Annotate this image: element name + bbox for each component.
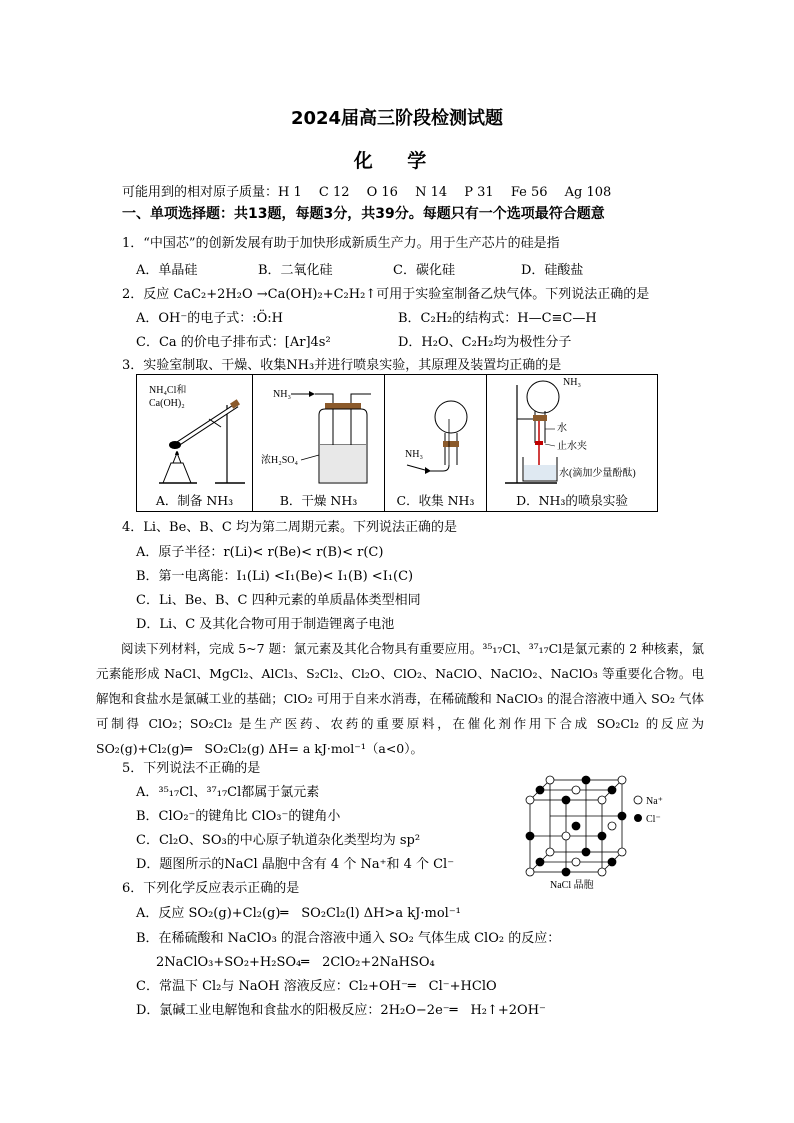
q5-option-c: C．Cl₂O、SO₃的中心原子轨道杂化类型均为 sp²: [136, 833, 421, 848]
label-h2so4: 浓H₂SO₄: [261, 455, 298, 466]
q1-option-a: A．单晶硅: [136, 263, 198, 278]
exam-title: 2024届高三阶段检测试题: [290, 108, 504, 129]
label-caoh2: Ca(OH)₂: [149, 398, 185, 409]
q2-option-d: D．H₂O、C₂H₂均为极性分子: [398, 335, 572, 350]
apparatus-b-drawing: [253, 375, 385, 491]
q6-option-b-equation: 2NaClO₃+SO₂+H₂SO₄═ 2ClO₂+2NaHSO₄: [156, 955, 435, 970]
q1-option-b: B．二氧化硅: [258, 263, 333, 278]
electron-formula: :Ö:H: [252, 311, 284, 326]
apparatus-c-drawing: [385, 375, 487, 491]
apparatus-b: [253, 375, 385, 511]
apparatus-d-drawing: [487, 375, 657, 491]
caption-b: B．干燥 NH₃: [279, 493, 358, 508]
q2-stem: 2．反应 CaC₂+2H₂O →Ca(OH)₂+C₂H₂↑可用于实验室制备乙炔气体。下列说法正确的是: [122, 287, 650, 302]
legend-na: Na⁺: [646, 796, 663, 807]
q1-option-d: D．硅酸盐: [521, 263, 584, 278]
apparatus-a: [137, 375, 253, 511]
subject-title: 化 学: [353, 150, 441, 172]
label-nh3-c: NH₃: [405, 449, 423, 460]
nacl-unit-cell-drawing: [520, 770, 670, 890]
label-water-phenol: 水(滴加少量酚酞): [559, 468, 636, 479]
caption-a: A．制备 NH₃: [155, 493, 234, 508]
q1-stem: 1．“中国芯”的创新发展有助于加快形成新质生产力。用于生产芯片的硅是指: [122, 236, 560, 251]
q6-stem: 6．下列化学反应表示正确的是: [122, 881, 300, 896]
crystal-caption: NaCl 晶胞: [550, 880, 594, 890]
q4-option-d: D．Li、C 及其化合物可用于制造锂离子电池: [136, 617, 395, 632]
q5-option-d: D．题图所示的NaCl 晶胞中含有 4 个 Na⁺和 4 个 Cl⁻: [136, 857, 455, 872]
q4-stem: 4．Li、Be、B、C 均为第二周期元素。下列说法正确的是: [122, 520, 457, 535]
label-nh3-b: NH₃: [273, 389, 291, 400]
reading-text: 阅读下列材料，完成 5~7 题：氯元素及其化合物具有重要应用。³⁵₁₇Cl、³⁷₁₇Cl是氯元素的 2 种核素，氯元素能形成 NaCl、MgCl₂、AlCl₃、S₂Cl₂、Cl₂O、ClO₂、NaClO、NaClO₂、NaClO₃ 等重要化合物。电解饱和食盐水是氯碱工业的基础；ClO₂ 可用于自来水消毒，在稀硫酸和 NaClO₃ 的混合溶液中通入 SO₂ 气体可制得 ClO₂；SO₂Cl₂ 是生产医药、农药的重要原料，在催化剂作用下合成 SO₂Cl₂ 的反应为 SO₂(g)+Cl₂(g)═ SO₂Cl₂(g) ΔH= a kJ·mol⁻¹（a<0）。: [96, 641, 704, 756]
q4-option-b: B．第一电离能：I₁(Li) <I₁(Be)< I₁(B) <I₁(C): [136, 569, 414, 584]
q6-option-c: C．常温下 Cl₂与 NaOH 溶液反应：Cl₂+OH⁻═ Cl⁻+HClO: [136, 979, 497, 994]
q6-option-a: A．反应 SO₂(g)+Cl₂(g)═ SO₂Cl₂(l) ΔH>a kJ·mol⁻¹: [136, 906, 461, 921]
q5-option-a: A．³⁵₁₇Cl、³⁷₁₇Cl都属于氯元素: [136, 785, 320, 800]
q5-option-b: B．ClO₂⁻的键角比 ClO₃⁻的键角小: [136, 809, 341, 824]
atomic-masses: 可能用到的相对原子质量：H 1 C 12 O 16 N 14 P 31 Fe 56 Ag 108: [122, 185, 612, 200]
q4-option-a: A．原子半径：r(Li)< r(Be)< r(B)< r(C): [136, 545, 384, 560]
caption-c: C．收集 NH₃: [396, 493, 475, 508]
label-nh3-d: NH₃: [563, 377, 581, 388]
q5-stem: 5．下列说法不正确的是: [122, 761, 261, 776]
q2-option-a-label: A．OH⁻的电子式：: [136, 311, 253, 326]
caption-d: D．NH₃的喷泉实验: [516, 493, 628, 508]
label-water: 水: [557, 423, 567, 434]
apparatus-table: [136, 374, 658, 512]
q2-option-c: C．Ca 的价电子排布式：[Ar]4s²: [136, 335, 331, 350]
label-clamp: 止水夹: [557, 441, 587, 452]
q6-option-b: B．在稀硫酸和 NaClO₃ 的混合溶液中通入 SO₂ 气体生成 ClO₂ 的反应：: [136, 931, 561, 946]
label-nh4cl: NH₄Cl和: [149, 385, 187, 396]
apparatus-d: [487, 375, 657, 511]
apparatus-c: [385, 375, 487, 511]
legend-cl: Cl⁻: [646, 814, 661, 825]
q6-option-d: D．氯碱工业电解饱和食盐水的阳极反应：2H₂O−2e⁻═ H₂↑+2OH⁻: [136, 1003, 546, 1018]
reading-passage: [96, 636, 704, 761]
q2-option-b: B．C₂H₂的结构式：H—C≡C—H: [398, 311, 597, 326]
q3-stem: 3．实验室制取、干燥、收集NH₃并进行喷泉实验，其原理及装置均正确的是: [122, 358, 562, 373]
q1-option-c: C．碳化硅: [393, 263, 455, 278]
q2-option-a: [136, 310, 283, 328]
q4-option-c: C．Li、Be、B、C 四种元素的单质晶体类型相同: [136, 593, 421, 608]
nacl-unit-cell-figure: [520, 770, 670, 890]
section-heading: 一、单项选择题：共13题，每题3分，共39分。每题只有一个选项最符合题意: [122, 206, 605, 222]
apparatus-a-drawing: [137, 375, 253, 491]
